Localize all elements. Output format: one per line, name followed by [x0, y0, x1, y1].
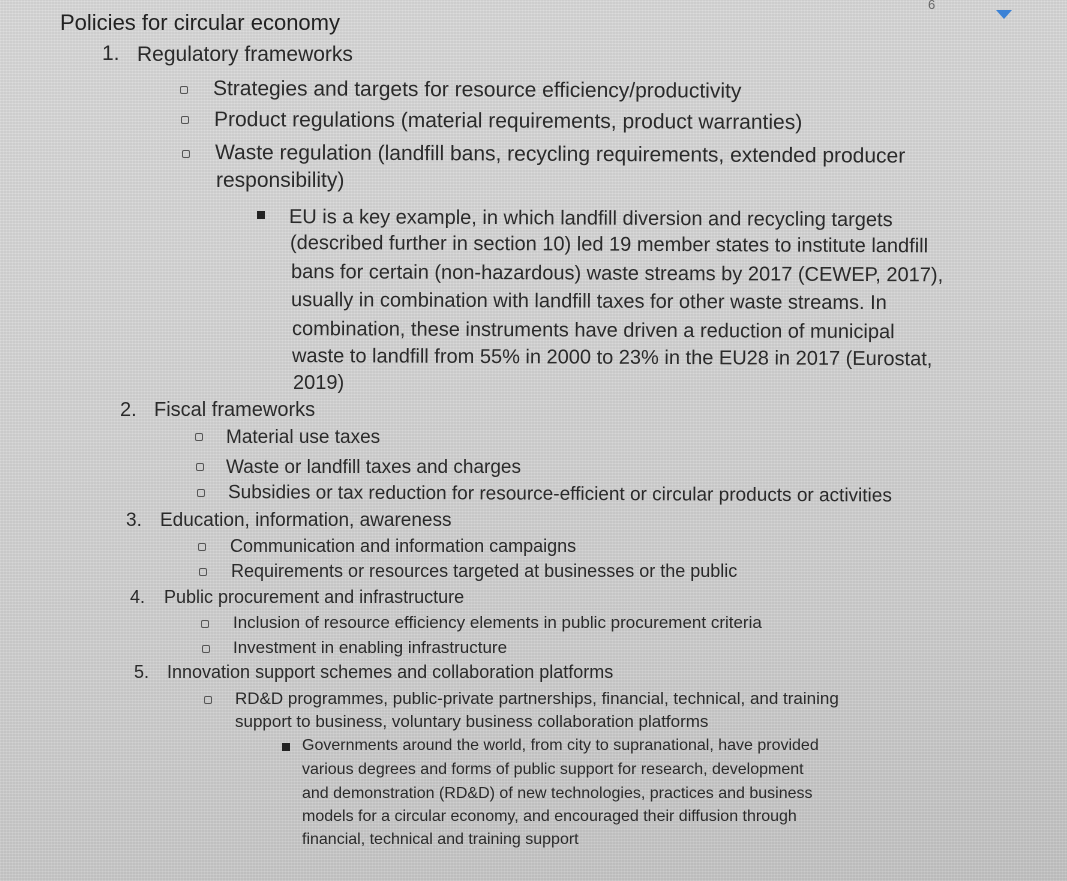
hollow-bullet-icon [199, 568, 207, 576]
dropdown-arrow-icon[interactable] [996, 10, 1012, 19]
section-1-sub-line-4: usually in combination with landfill taxes for other waste streams. In [290, 289, 887, 315]
section-1-heading: Regulatory frameworks [137, 43, 353, 66]
section-1-sub-line-5: combination, these instruments have driven a reduction of municipal [291, 318, 895, 344]
section-3-number: 3. [126, 510, 142, 531]
section-2-item-1: Material use taxes [226, 427, 381, 448]
section-1-sub-line-2: (described further in section 10) led 19 member states to institute landfill [289, 232, 929, 258]
section-5-item-1: RD&D programmes, public-private partnerships, financial, technical, and training [235, 689, 839, 708]
section-3-heading: Education, information, awareness [160, 510, 452, 531]
section-5-sub-line-1: Governments around the world, from city to supranational, have provided [302, 737, 819, 754]
section-2-item-2: Waste or landfill taxes and charges [226, 457, 522, 478]
section-1-item-3-cont: responsibility) [216, 169, 345, 192]
hollow-bullet-icon [195, 433, 203, 441]
section-1-item-3: Waste regulation (landfill bans, recycling requirements, extended producer [214, 141, 906, 168]
section-1-number: 1. [102, 42, 120, 65]
hollow-bullet-icon [198, 543, 206, 551]
filled-square-bullet-icon [257, 211, 265, 219]
page-number: 6 [928, 0, 936, 12]
filled-square-bullet-icon [282, 743, 290, 751]
section-5-item-1-cont: support to business, voluntary business collaboration platforms [235, 712, 709, 731]
hollow-bullet-icon [197, 489, 205, 497]
section-5-sub-line-2: various degrees and forms of public support for research, development [302, 761, 804, 778]
section-1-sub-line-7: 2019) [293, 372, 345, 394]
section-1-item-2: Product regulations (material requirements, product warranties) [213, 108, 803, 135]
section-2-heading: Fiscal frameworks [154, 399, 316, 421]
section-1-sub-line-3: bans for certain (non-hazardous) waste streams by 2017 (CEWEP, 2017), [290, 261, 944, 287]
section-4-item-1: Inclusion of resource efficiency elements in public procurement criteria [233, 613, 762, 632]
hollow-bullet-icon [196, 463, 204, 471]
section-2-number: 2. [120, 399, 137, 421]
page-title: Policies for circular economy [60, 10, 340, 35]
hollow-bullet-icon [202, 645, 210, 653]
section-5-heading: Innovation support schemes and collaboration platforms [167, 662, 614, 682]
section-1-item-1: Strategies and targets for resource efficiency/productivity [212, 77, 742, 103]
section-3-item-1: Communication and information campaigns [230, 536, 577, 556]
hollow-bullet-icon [201, 620, 209, 628]
section-4-heading: Public procurement and infrastructure [164, 587, 465, 607]
section-4-item-2: Investment in enabling infrastructure [233, 638, 508, 657]
section-5-sub-line-5: financial, technical and training support [302, 831, 579, 848]
section-1-sub-line-6: waste to landfill from 55% in 2000 to 23% in the EU28 in 2017 (Eurostat, [291, 345, 933, 371]
hollow-bullet-icon [182, 150, 190, 158]
section-5-sub-line-4: models for a circular economy, and encouraged their diffusion through [302, 808, 797, 825]
section-5-sub-line-3: and demonstration (RD&D) of new technologies, practices and business [302, 785, 813, 802]
section-5-number: 5. [134, 662, 150, 682]
hollow-bullet-icon [181, 116, 189, 124]
section-4-number: 4. [130, 587, 146, 607]
hollow-bullet-icon [204, 696, 212, 704]
section-3-item-2: Requirements or resources targeted at businesses or the public [231, 561, 738, 581]
section-1-sub-line-1: EU is a key example, in which landfill diversion and recycling targets [288, 206, 893, 232]
section-2-item-3: Subsidies or tax reduction for resource-efficient or circular products or activities [227, 482, 892, 507]
hollow-bullet-icon [180, 86, 188, 94]
